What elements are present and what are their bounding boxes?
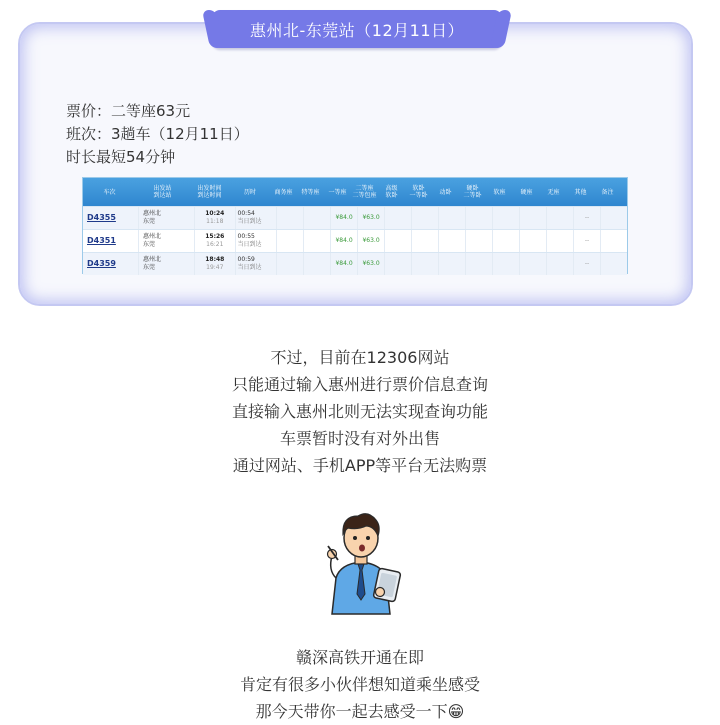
times-cell (194, 253, 234, 275)
table-header-cell (459, 178, 486, 206)
table-header-label: 二等座 (355, 185, 374, 192)
seat-cell (519, 253, 546, 275)
table-header-cell (136, 178, 189, 206)
departure-time: 18:48 (205, 256, 225, 263)
route-title-text: 惠州北-东莞站（12月11日） (250, 20, 464, 40)
table-header-label: 高级 (385, 185, 398, 192)
table-header-label: 硬卧 (466, 185, 479, 192)
table-header-cell (351, 178, 378, 206)
table-header-cell (432, 178, 459, 206)
first-class-price: ¥84.0 (335, 260, 353, 267)
departure-station: 惠州北 (143, 210, 162, 217)
table-header-label: 软卧 (385, 192, 398, 199)
seat-cell (519, 230, 546, 252)
table-header-label: 一等座 (328, 188, 347, 196)
duration-cell (235, 253, 277, 275)
seat-cell (492, 253, 519, 275)
closing-line (0, 698, 720, 725)
trips-line: 班次：3趟车（12月11日） (66, 125, 249, 143)
seat-cell (546, 207, 573, 229)
seat-cell (276, 253, 303, 275)
duration: 00:54 (237, 210, 255, 217)
departure-station: 惠州北 (143, 233, 162, 240)
seat-cell (573, 207, 600, 229)
other-seat-value: -- (584, 237, 590, 244)
table-header-label: 特等座 (301, 188, 320, 196)
table-header-cell (594, 178, 621, 206)
notice-block (0, 344, 720, 479)
table-header (83, 178, 627, 206)
seat-cell (465, 207, 492, 229)
seat-cell (573, 230, 600, 252)
table-header-label: 无座 (547, 188, 560, 196)
arrival-station: 东莞 (143, 218, 156, 225)
notice-line: 只能通过输入惠州进行票价信息查询 (231, 375, 488, 394)
table-header-cell (486, 178, 513, 206)
seat-cell (465, 230, 492, 252)
train-number-link[interactable] (83, 253, 138, 275)
table-row[interactable] (83, 206, 627, 229)
seat-cell (492, 207, 519, 229)
notice-line: 通过网站、手机APP等平台无法购票 (232, 456, 488, 475)
table-header-cell (567, 178, 594, 206)
seat-cell (384, 253, 411, 275)
table-header-cell (324, 178, 351, 206)
arrival-time: 11:18 (206, 218, 224, 225)
seat-cell (492, 230, 519, 252)
table-header-label: 一等卧 (409, 192, 428, 199)
closing-line: 赣深高铁开通在即 (295, 648, 424, 667)
table-header-label: 二等卧 (463, 192, 482, 199)
first-class-price: ¥84.0 (335, 214, 353, 221)
table-header-cell (230, 178, 270, 206)
table-header-label: 软座 (493, 188, 506, 196)
route-title (212, 10, 502, 48)
table-header-label: 备注 (601, 188, 614, 196)
table-header-cell (540, 178, 567, 206)
table-header-cell (405, 178, 432, 206)
seat-cell (519, 207, 546, 229)
seat-cell (276, 230, 303, 252)
seat-cell (600, 207, 627, 229)
arrival-time: 19:47 (206, 264, 224, 271)
notice-line: 车票暂时没有对外出售 (279, 429, 440, 448)
seat-cell (303, 253, 330, 275)
table-header-cell (83, 178, 136, 206)
train-number-link[interactable] (83, 207, 138, 229)
other-seat-value: -- (584, 214, 590, 221)
table-header-cell (189, 178, 230, 206)
seat-cell (573, 253, 600, 275)
table-header-cell (378, 178, 405, 206)
seat-cell (357, 230, 384, 252)
seat-cell (546, 253, 573, 275)
times-cell (194, 230, 234, 252)
seat-cell (546, 230, 573, 252)
train-number-link[interactable] (83, 230, 138, 252)
mascot-illustration (318, 508, 404, 618)
table-header-label: 其他 (574, 188, 587, 196)
other-seat-value: -- (584, 260, 590, 267)
table-header-cell (513, 178, 540, 206)
second-class-price: ¥63.0 (362, 214, 380, 221)
seat-cell (438, 207, 465, 229)
train-number: D4351 (87, 236, 116, 245)
stations-cell (138, 253, 194, 275)
seat-cell (384, 230, 411, 252)
duration-cell (235, 230, 277, 252)
departure-time: 15:26 (205, 233, 225, 240)
duration-line: 时长最短54分钟 (66, 148, 176, 166)
train-number: D4355 (87, 213, 116, 222)
table-header-cell (297, 178, 324, 206)
closing-line-text: 那今天带你一起去感受一下 (255, 702, 448, 721)
stations-cell (138, 230, 194, 252)
seat-cell (411, 207, 438, 229)
closing-block (0, 644, 720, 725)
seat-cell (303, 230, 330, 252)
duration: 00:59 (237, 256, 255, 263)
table-header-label: 车次 (103, 188, 116, 196)
seat-cell (357, 253, 384, 275)
seat-cell (600, 253, 627, 275)
notice-line: 直接输入惠州北则无法实现查询功能 (231, 402, 488, 421)
seat-cell (600, 230, 627, 252)
seat-cell (384, 207, 411, 229)
seat-cell (438, 253, 465, 275)
table-body (83, 206, 627, 275)
arrival-station: 东莞 (143, 264, 156, 271)
seat-cell (357, 207, 384, 229)
table-row[interactable] (83, 229, 627, 252)
table-row[interactable] (83, 252, 627, 275)
notice-line: 不过，目前在12306网站 (270, 348, 450, 367)
seat-cell (303, 207, 330, 229)
second-class-price: ¥63.0 (362, 260, 380, 267)
table-header-label: 动卧 (439, 188, 452, 196)
duration: 00:55 (237, 233, 255, 240)
price-line: 票价：二等座63元 (66, 102, 191, 120)
second-class-price: ¥63.0 (362, 237, 380, 244)
first-class-price: ¥84.0 (335, 237, 353, 244)
table-header-label: 二等包座 (352, 192, 377, 199)
table-header-label: 到达站 (153, 192, 172, 199)
table-header-label: 出发站 (153, 185, 172, 192)
seat-cell (411, 230, 438, 252)
duration-cell (235, 207, 277, 229)
times-cell (194, 207, 234, 229)
arrival-note: 当日到达 (237, 218, 262, 225)
seat-cell (465, 253, 492, 275)
departure-time: 10:24 (205, 210, 225, 217)
seat-cell (438, 230, 465, 252)
seat-cell (276, 207, 303, 229)
arrival-note: 当日到达 (237, 264, 262, 271)
train-number: D4359 (87, 259, 116, 268)
closing-line: 肯定有很多小伙伴想知道乘坐感受 (239, 675, 480, 694)
arrival-station: 东莞 (143, 241, 156, 248)
table-header-label: 到达时间 (197, 192, 222, 199)
arrival-time: 16:21 (206, 241, 224, 248)
seat-cell (411, 253, 438, 275)
ticket-table-screenshot (82, 177, 628, 274)
arrival-note: 当日到达 (237, 241, 262, 248)
table-header-label: 历时 (243, 188, 256, 196)
stations-cell (138, 207, 194, 229)
table-header-cell (270, 178, 297, 206)
seat-cell (330, 207, 357, 229)
grin-emoji-icon: 😁 (447, 702, 465, 721)
table-header-label: 硬座 (520, 188, 533, 196)
table-header-label: 出发时间 (197, 185, 222, 192)
table-header-label: 商务座 (274, 188, 293, 196)
seat-cell (330, 253, 357, 275)
table-header-label: 软卧 (412, 185, 425, 192)
seat-cell (330, 230, 357, 252)
route-info (66, 100, 249, 169)
departure-station: 惠州北 (143, 256, 162, 263)
